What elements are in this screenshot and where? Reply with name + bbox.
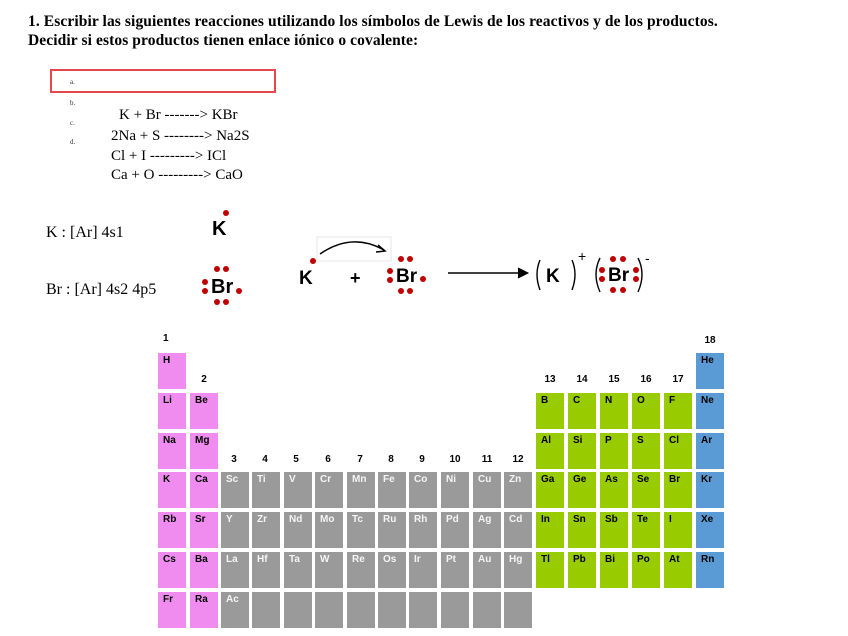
element-cell: Xe <box>695 511 725 549</box>
valence-electron-dot <box>420 276 426 282</box>
element-cell: Ru <box>377 511 407 549</box>
element-cell: Li <box>157 392 187 430</box>
element-cell: La <box>220 551 250 589</box>
group-label: 16 <box>640 374 652 385</box>
element-cell: Bi <box>599 551 629 589</box>
element-cell: Zn <box>503 471 533 509</box>
element-cell: Fr <box>157 591 187 629</box>
group-label: 11 <box>481 454 493 465</box>
valence-electron-dot <box>620 256 626 262</box>
element-cell: Fe <box>377 471 407 509</box>
element-cell: Sc <box>220 471 250 509</box>
group-label: 4 <box>262 454 268 465</box>
element-cell: W <box>314 551 344 589</box>
element-cell: H <box>157 352 187 390</box>
element-cell <box>440 591 470 629</box>
valence-electron-dot <box>387 277 393 283</box>
reaction-text: K + Br -------> KBr <box>119 107 238 123</box>
element-cell: I <box>663 511 693 549</box>
element-cell: Po <box>631 551 661 589</box>
k-electron-config: K : [Ar] 4s1 <box>46 224 124 241</box>
element-cell: Ac <box>220 591 250 629</box>
element-cell: Se <box>631 471 661 509</box>
negative-charge: - <box>645 250 650 266</box>
element-cell: Cd <box>503 511 533 549</box>
valence-electron-dot <box>398 256 404 262</box>
element-cell: Cl <box>663 432 693 470</box>
element-cell: Te <box>631 511 661 549</box>
element-cell: Ne <box>695 392 725 430</box>
element-cell <box>283 591 313 629</box>
element-cell: Hg <box>503 551 533 589</box>
reaction-text: Ca + O ---------> CaO <box>111 167 243 183</box>
valence-electron-dot <box>610 287 616 293</box>
instruction-title <box>28 12 828 50</box>
element-cell: At <box>663 551 693 589</box>
valence-electron-dot <box>633 267 639 273</box>
element-cell: Na <box>157 432 187 470</box>
element-cell: Mo <box>314 511 344 549</box>
element-cell: Ra <box>189 591 219 629</box>
electron-transfer-arrow <box>316 236 392 262</box>
reaction-text: 2Na + S --------> Na2S <box>111 128 250 144</box>
valence-electron-dot <box>214 299 220 305</box>
reactant-k-symbol: K <box>299 268 313 289</box>
valence-electron-dot <box>599 267 605 273</box>
element-cell: Ge <box>567 471 597 509</box>
lewis-br-symbol: Br <box>211 276 234 298</box>
element-cell: Ta <box>283 551 313 589</box>
element-cell <box>346 591 376 629</box>
element-cell: N <box>599 392 629 430</box>
element-cell: Pt <box>440 551 470 589</box>
group-label: 9 <box>419 454 425 465</box>
plus-sign: + <box>350 268 361 288</box>
element-cell: Al <box>535 432 565 470</box>
valence-electron-dot <box>223 299 229 305</box>
element-cell: Sb <box>599 511 629 549</box>
group-label: 13 <box>544 374 556 385</box>
element-cell: As <box>599 471 629 509</box>
element-cell: Ni <box>440 471 470 509</box>
group-label: 6 <box>325 454 331 465</box>
element-cell: Sn <box>567 511 597 549</box>
group-label: 14 <box>576 374 588 385</box>
group-label: 18 <box>704 335 716 346</box>
element-cell: Tl <box>535 551 565 589</box>
element-cell: In <box>535 511 565 549</box>
valence-electron-dot <box>223 210 229 216</box>
reaction-marker: d. <box>70 138 76 146</box>
product-br-symbol: Br <box>608 265 630 286</box>
element-cell: Ti <box>251 471 281 509</box>
valence-electron-dot <box>620 287 626 293</box>
element-cell: O <box>631 392 661 430</box>
element-cell: Ag <box>472 511 502 549</box>
element-cell: Hf <box>251 551 281 589</box>
element-cell: Pd <box>440 511 470 549</box>
reactant-br-symbol: Br <box>396 266 418 287</box>
group-label: 7 <box>357 454 363 465</box>
element-cell: Br <box>663 471 693 509</box>
valence-electron-dot <box>599 276 605 282</box>
element-cell: Rn <box>695 551 725 589</box>
group-label: 3 <box>231 454 237 465</box>
element-cell: Tc <box>346 511 376 549</box>
element-cell: Au <box>472 551 502 589</box>
element-cell: F <box>663 392 693 430</box>
element-cell: V <box>283 471 313 509</box>
reaction-text: Cl + I ---------> ICl <box>111 148 227 164</box>
valence-electron-dot <box>398 288 404 294</box>
valence-electron-dot <box>223 266 229 272</box>
valence-electron-dot <box>407 288 413 294</box>
valence-electron-dot <box>202 279 208 285</box>
element-cell: Si <box>567 432 597 470</box>
valence-electron-dot <box>202 288 208 294</box>
reaction-marker: c. <box>70 119 75 127</box>
product-k-symbol: K <box>546 266 560 287</box>
element-cell: Ar <box>695 432 725 470</box>
group-label: 15 <box>608 374 620 385</box>
element-cell: Rb <box>157 511 187 549</box>
reaction-item <box>70 133 243 201</box>
element-cell: Be <box>189 392 219 430</box>
element-cell <box>314 591 344 629</box>
valence-electron-dot <box>407 256 413 262</box>
element-cell: Ga <box>535 471 565 509</box>
instruction-line-2: Decidir si estos productos tienen enlace iónico o covalente: <box>28 32 419 49</box>
group-label: 12 <box>512 454 524 465</box>
element-cell <box>251 591 281 629</box>
element-cell: B <box>535 392 565 430</box>
valence-electron-dot <box>633 276 639 282</box>
reaction-marker: a. <box>70 78 75 86</box>
element-cell <box>377 591 407 629</box>
element-cell: S <box>631 432 661 470</box>
group-label: 17 <box>672 374 684 385</box>
element-cell <box>503 591 533 629</box>
element-cell: Mn <box>346 471 376 509</box>
element-cell: Mg <box>189 432 219 470</box>
element-cell <box>472 591 502 629</box>
group-label: 2 <box>201 374 207 385</box>
element-cell: C <box>567 392 597 430</box>
element-cell: Cr <box>314 471 344 509</box>
element-cell: P <box>599 432 629 470</box>
element-cell: Ba <box>189 551 219 589</box>
br-electron-config: Br : [Ar] 4s2 4p5 <box>46 281 157 298</box>
group-label: 8 <box>388 454 394 465</box>
group-label: 1 <box>163 333 169 344</box>
valence-electron-dot <box>610 256 616 262</box>
instruction-line-1: 1. Escribir las siguientes reacciones utilizando los símbolos de Lewis de los reactivos y de los productos. <box>28 13 718 30</box>
element-cell: Pb <box>567 551 597 589</box>
element-cell: Kr <box>695 471 725 509</box>
element-cell: Ir <box>408 551 438 589</box>
element-cell: Ca <box>189 471 219 509</box>
element-cell: Re <box>346 551 376 589</box>
element-cell: Rh <box>408 511 438 549</box>
positive-charge: + <box>578 248 587 264</box>
group-label: 10 <box>449 454 461 465</box>
valence-electron-dot <box>214 266 220 272</box>
element-cell: Os <box>377 551 407 589</box>
group-label: 5 <box>293 454 299 465</box>
element-cell: He <box>695 352 725 390</box>
valence-electron-dot <box>387 268 393 274</box>
element-cell: Cs <box>157 551 187 589</box>
lewis-k-symbol: K <box>212 218 227 240</box>
element-cell: Co <box>408 471 438 509</box>
element-cell: K <box>157 471 187 509</box>
element-cell: Zr <box>251 511 281 549</box>
element-cell <box>408 591 438 629</box>
valence-electron-dot <box>236 288 242 294</box>
element-cell: Sr <box>189 511 219 549</box>
element-cell: Nd <box>283 511 313 549</box>
reaction-arrow <box>448 267 530 279</box>
element-cell: Y <box>220 511 250 549</box>
element-cell: Cu <box>472 471 502 509</box>
reaction-marker: b. <box>70 99 76 107</box>
